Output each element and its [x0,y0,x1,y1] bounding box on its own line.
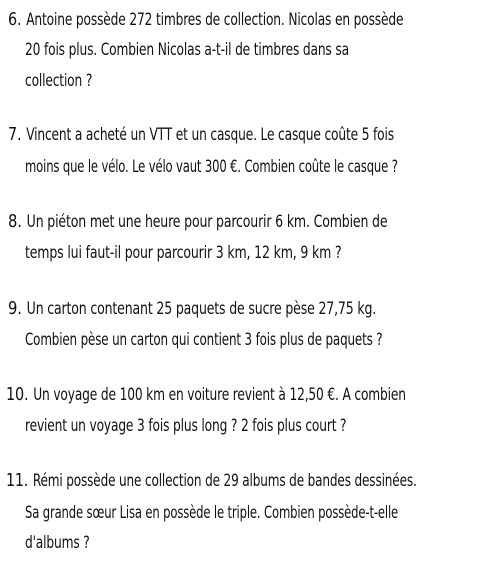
problem-text: revient un voyage 3 fois plus long ? 2 fois plus court ? [25,416,347,436]
problem-text: Un voyage de 100 km en voiture revient à 12,50 €. A combien [33,385,406,405]
problem-line [8,298,376,320]
problem-line [8,9,403,31]
problem-text: Un piéton met une heure pour parcourir 6 km. Combien de [26,212,388,232]
problem-line [8,124,394,146]
problem-text: Un carton contenant 25 paquets de sucre pèse 27,75 kg. [26,299,377,319]
problem-text: temps lui faut-il pour parcourir 3 km, 12 km, 9 km ? [25,243,342,263]
problem-line [25,39,349,61]
problem-line [25,329,382,351]
problem-line [25,70,92,92]
problem-text: moins que le vélo. Le vélo vaut 300 €. Combien coûte le casque ? [25,157,398,177]
problem-line [25,415,346,437]
problem-number: 9. [8,298,22,319]
problem-text: Sa grande sœur Lisa en possède le triple. Combien possède-t-elle [25,503,399,523]
problem-line [6,470,417,492]
problem-text: 20 fois plus. Combien Nicolas a-t-il de timbres dans sa [25,40,349,60]
problem-number: 7. [8,124,22,145]
problem-line [25,242,342,264]
problem-line [8,211,387,233]
problem-line [25,502,398,524]
problem-number: 11. [6,470,29,491]
problem-number: 10. [6,384,29,405]
problem-text: collection ? [25,71,93,91]
problem-text: d'albums ? [25,533,90,553]
problem-line [25,532,90,554]
problem-number: 8. [8,211,22,232]
problem-text: Antoine possède 272 timbres de collection. Nicolas en possède [26,10,404,30]
problem-text: Vincent a acheté un VTT et un casque. Le casque coûte 5 fois [26,125,394,145]
problem-text: Rémi possède une collection de 29 albums de bandes dessinées. [32,471,417,491]
problem-number: 6. [8,9,22,30]
problem-line [6,384,406,406]
problem-line [25,156,398,178]
problem-text: Combien pèse un carton qui contient 3 fois plus de paquets ? [25,330,383,350]
